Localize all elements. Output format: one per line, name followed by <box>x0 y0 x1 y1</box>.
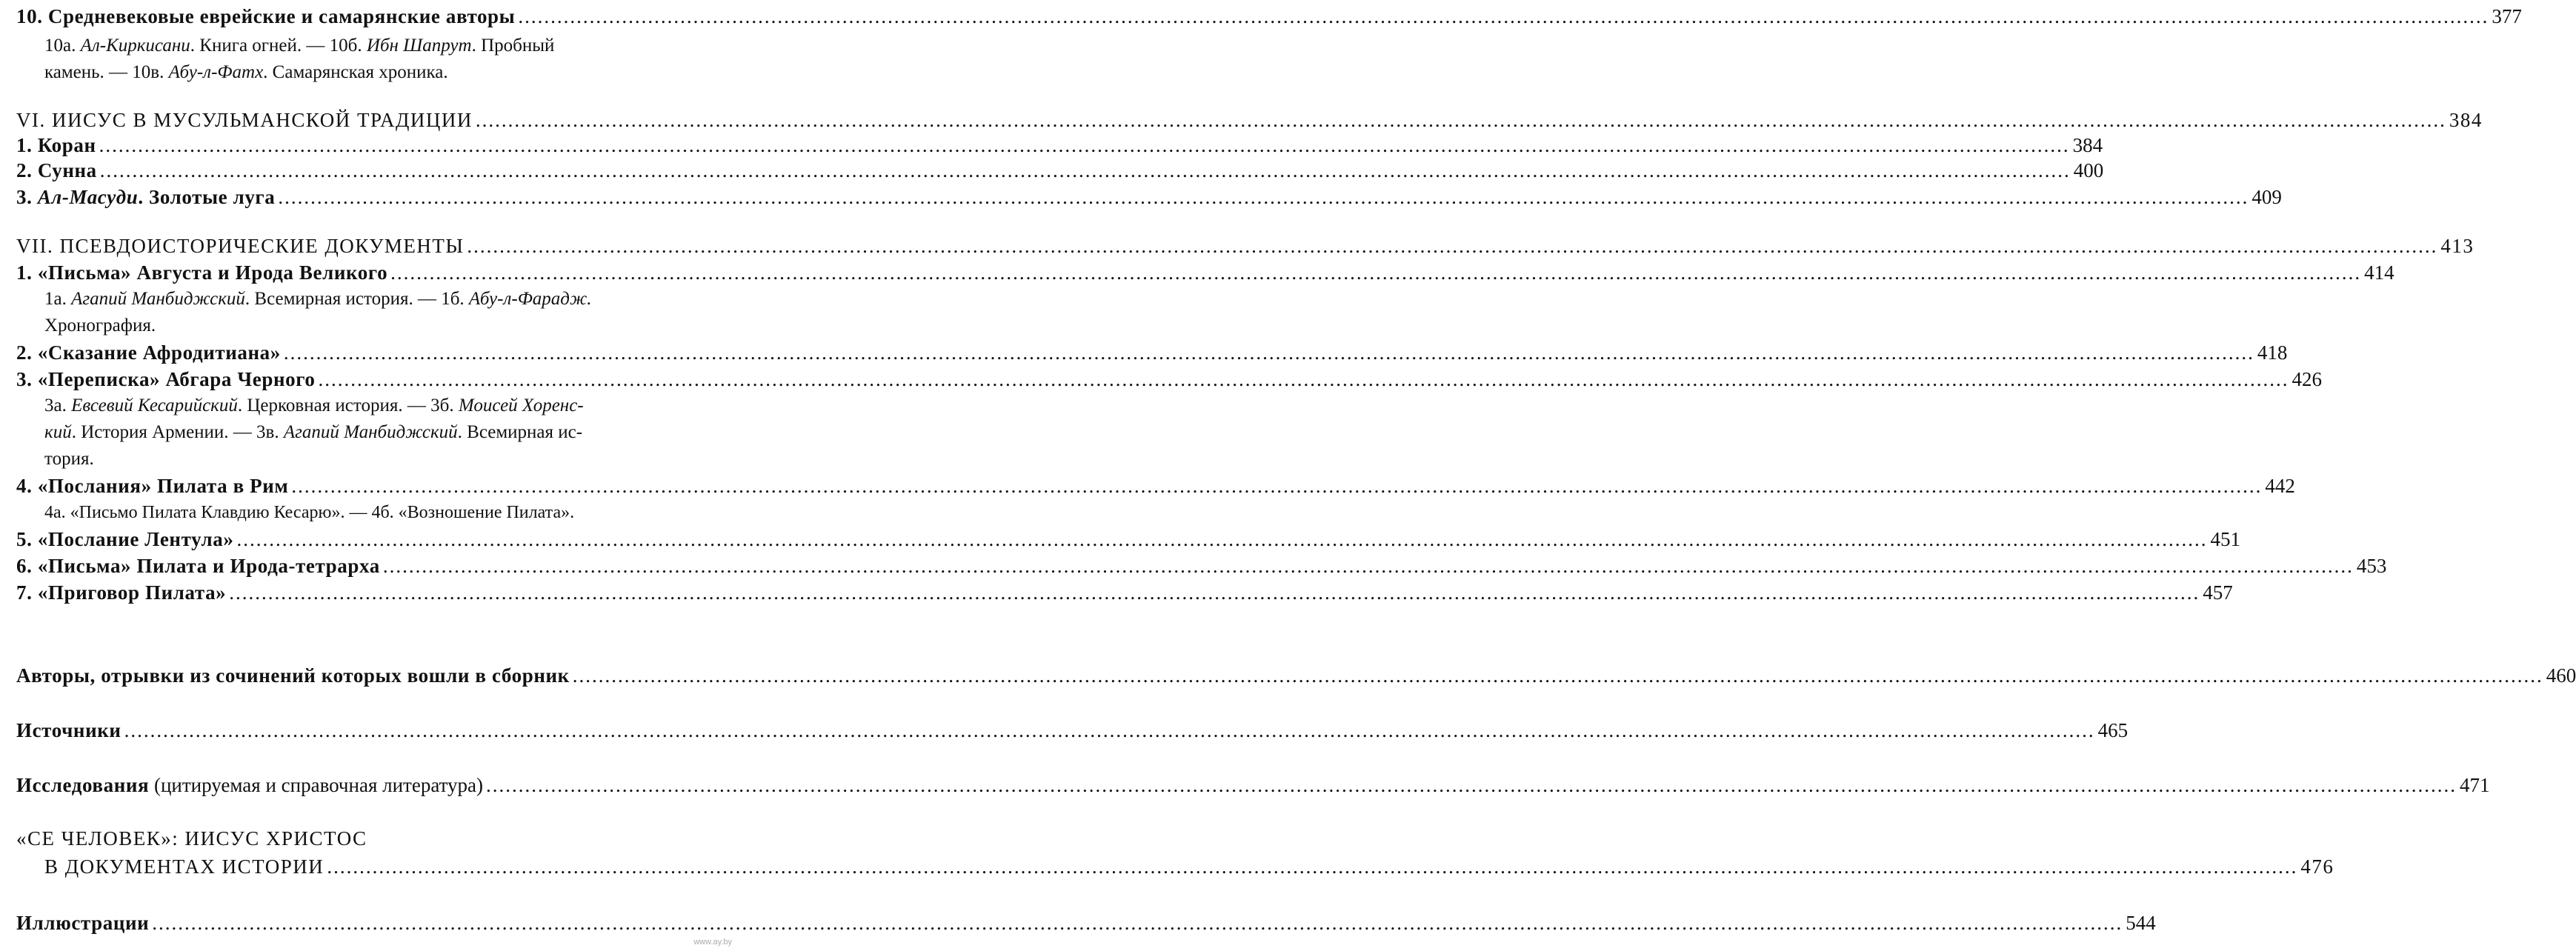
page-number: 544 <box>2126 912 2156 934</box>
toc-section-vii <box>16 231 2475 261</box>
leader-dots: ................................................................................................................................................................................................................................................................................................................ <box>291 475 2263 497</box>
toc-entry-vii-5: 5. «Послание Лентула» ................................................................................................................................................................................................................................................................................................................ 451 <box>16 524 736 554</box>
page-number: 414 <box>2364 261 2394 284</box>
toc-subentry-vii-3a: 3а. Евсевий Кесарийский. Церковная история. — 3б. Моисей Хоренс- <box>44 396 584 416</box>
page-number: 426 <box>2292 368 2323 390</box>
page-number: 453 <box>2356 555 2387 577</box>
entry-title: Коран <box>37 134 96 156</box>
toc-subentry-vii-4a: 4а. «Письмо Пилата Клавдию Кесарю». — 4б. «Возношение Пилата». <box>44 503 575 522</box>
leader-dots: ................................................................................................................................................................................................................................................................................................................ <box>518 5 2489 27</box>
leader-dots: ................................................................................................................................................................................................................................................................................................................ <box>486 774 2457 796</box>
leader-dots: ................................................................................................................................................................................................................................................................................................................ <box>382 555 2354 577</box>
entry-title: «Послания» Пилата в Рим <box>37 475 289 497</box>
author-name: Абу-л-Фарадж. <box>468 289 592 309</box>
toc-entry-vii-2: 2. «Сказание Афродитиана» ................................................................................................................................................................................................................................................................................................................ 418 <box>16 338 736 367</box>
page-number: 400 <box>2073 159 2104 181</box>
author-name: Евсевий Кесарийский <box>71 396 238 416</box>
entry-title: «Послание Лентула» <box>37 528 234 550</box>
leader-dots: ................................................................................................................................................................................................................................................................................................................ <box>327 855 2298 878</box>
entry-title: В ДОКУМЕНТАХ ИСТОРИИ <box>44 855 325 878</box>
entry-title: Авторы, отрывки из сочинений которых вошли в сборник <box>16 664 570 687</box>
page-number: 409 <box>2251 186 2282 208</box>
page-number: 476 <box>2300 855 2334 878</box>
toc-subentry-vii-1a: 1а. Агапий Манбиджский. Всемирная история. — 1б. Абу-л-Фарадж. <box>44 289 592 309</box>
author-name: Ал-Киркисани <box>80 36 190 56</box>
author-name: Ибн Шапрут <box>366 36 472 56</box>
author-name: кий <box>44 422 72 442</box>
toc-entry-vii-3: 3. «Переписка» Абгара Черного ................................................................................................................................................................................................................................................................................................................ 426 <box>16 364 736 394</box>
author-name: Агапий Манбиджский <box>283 422 458 442</box>
toc-entry-ecce-line2 <box>44 852 2334 881</box>
page-number: 465 <box>2097 719 2129 741</box>
leader-dots: ................................................................................................................................................................................................................................................................................................................ <box>152 912 2123 934</box>
page-number: 451 <box>2210 528 2240 550</box>
entry-title: Сунна <box>37 159 97 181</box>
toc-subentry-10b: камень. — 10в. Абу-л-Фатх. Самарянская хроника. <box>44 62 448 82</box>
page-number: 418 <box>2257 341 2288 364</box>
toc-entry-research <box>16 770 2490 800</box>
page-number: 442 <box>2265 475 2295 497</box>
toc-entry-vi-2: 2. Сунна ................................................................................................................................................................................................................................................................................................................ 400 <box>16 156 736 185</box>
leader-dots: ................................................................................................................................................................................................................................................................................................................ <box>99 134 2070 156</box>
toc-entry-ecce-line1 <box>16 824 736 853</box>
toc-entry-vii-7: 7. «Приговор Пилата» ................................................................................................................................................................................................................................................................................................................ 457 <box>16 578 736 607</box>
entry-note: (цитируемая и справочная литература) <box>153 774 484 796</box>
leader-dots: ................................................................................................................................................................................................................................................................................................................ <box>390 261 2362 284</box>
watermark: www.ay.by <box>693 938 732 947</box>
toc-entry-sources <box>16 715 2129 745</box>
page-number: 377 <box>2492 5 2522 27</box>
section-title: VI. ИИСУС В МУСУЛЬМАНСКОЙ ТРАДИЦИИ <box>16 109 473 131</box>
toc-entry-vii-6: 6. «Письма» Пилата и Ирода-тетрарха ................................................................................................................................................................................................................................................................................................................ 453 <box>16 551 736 581</box>
toc-entry-authors <box>16 661 2576 690</box>
page-number: 384 <box>2072 134 2103 156</box>
author-name: Абу-л-Фатх <box>168 62 264 82</box>
toc-subentry-10a: 10а. Ал-Киркисани. Книга огней. — 10б. Ибн Шапрут. Пробный <box>44 36 555 56</box>
page-number: 413 <box>2440 235 2475 257</box>
toc-entry-vi-1: 1. Коран ................................................................................................................................................................................................................................................................................................................ 384 <box>16 130 736 160</box>
leader-dots: ................................................................................................................................................................................................................................................................................................................ <box>283 341 2254 364</box>
entry-title: «Переписка» Абгара Черного <box>37 368 316 390</box>
toc-subentry-vii-1b: Хронография. <box>44 316 156 336</box>
entry-title: Исследования <box>16 774 150 796</box>
toc-subentry-vii-3b: кий. История Армении. — 3в. Агапий Манбиджский. Всемирная ис- <box>44 422 583 442</box>
page-number: 384 <box>2449 109 2483 131</box>
page-number: 457 <box>2203 581 2233 604</box>
entry-title: Золотые луга <box>149 186 276 208</box>
entry-title: Иллюстрации <box>16 912 150 934</box>
page-number: 460 <box>2546 664 2576 687</box>
leader-dots: ................................................................................................................................................................................................................................................................................................................ <box>229 581 2200 604</box>
section-title: VII. ПСЕВДОИСТОРИЧЕСКИЕ ДОКУМЕНТЫ <box>16 235 465 257</box>
leader-dots: ................................................................................................................................................................................................................................................................................................................ <box>318 368 2289 390</box>
entry-number: 10. <box>16 5 43 27</box>
entry-title: «Письма» Августа и Ирода Великого <box>37 261 388 284</box>
leader-dots: ................................................................................................................................................................................................................................................................................................................ <box>467 235 2438 257</box>
entry-title: «Сказание Афродитиана» <box>37 341 281 364</box>
author-name: Моисей Хоренс- <box>458 396 584 416</box>
entry-title: «Приговор Пилата» <box>37 581 227 604</box>
entry-title: «Письма» Пилата и Ирода-тетрарха <box>37 555 380 577</box>
toc-entry-10 <box>16 1 2522 31</box>
leader-dots: ................................................................................................................................................................................................................................................................................................................ <box>572 664 2543 687</box>
leader-dots: ................................................................................................................................................................................................................................................................................................................ <box>99 159 2071 181</box>
leader-dots: ................................................................................................................................................................................................................................................................................................................ <box>236 528 2208 550</box>
leader-dots: ................................................................................................................................................................................................................................................................................................................ <box>124 719 2095 741</box>
page-number: 471 <box>2460 774 2490 796</box>
toc-entry-vii-1: 1. «Письма» Августа и Ирода Великого ................................................................................................................................................................................................................................................................................................................ 414 <box>16 258 736 287</box>
leader-dots: ................................................................................................................................................................................................................................................................................................................ <box>278 186 2249 208</box>
author-name: Агапий Манбиджский <box>71 289 245 309</box>
entry-title: Источники <box>16 719 122 741</box>
toc-entry-vii-4: 4. «Послания» Пилата в Рим ................................................................................................................................................................................................................................................................................................................ 442 <box>16 471 736 501</box>
leader-dots: ................................................................................................................................................................................................................................................................................................................ <box>475 109 2446 131</box>
toc-entry-illustrations <box>16 908 2156 938</box>
toc-subentry-vii-3c: тория. <box>44 449 94 469</box>
toc-entry-vi-3: 3. Ал-Масуди. Золотые луга ................................................................................................................................................................................................................................................................................................................ 409 <box>16 182 736 212</box>
author-name: Ал-Масуди <box>37 186 139 208</box>
entry-title: Средневековые еврейские и самарянские авторы <box>47 5 516 27</box>
entry-title: «СЕ ЧЕЛОВЕК»: ИИСУС ХРИСТОС <box>16 827 367 850</box>
